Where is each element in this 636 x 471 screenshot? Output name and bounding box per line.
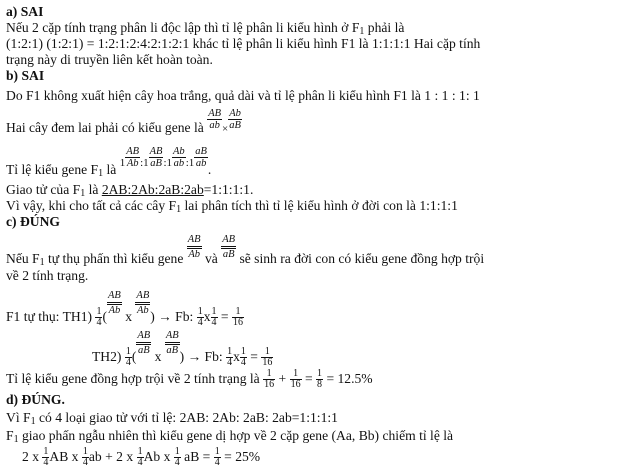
a-line-2: (1:2:1) (1:2:1) = 1:2:1:2:4:2:1:2:1 khác tỉ lệ phân li kiểu hình F1 là 1:1:1:1 Hai cặp tính (6, 36, 481, 51)
genotype-fraction: $\frac{AB}{Ab}$ (107, 290, 121, 316)
genotype-fraction: $\frac{AB}{Ab}$ (136, 290, 150, 316)
b-line-5: Vì vậy, khi cho tất cả các cây F1 lai phân tích thì tỉ lệ kiểu hình ở đời con là 1:1:1:1 (6, 198, 458, 215)
b-line-1: Do F1 không xuất hiện cây hoa trắng, quả dài và tỉ lệ phân li kiểu hình F1 là 1 : 1 : 1: 1 (6, 88, 480, 103)
genotype-fraction: $\frac{AB}{aB}$ (137, 330, 151, 356)
heading-c: c) ĐÚNG (6, 214, 60, 229)
c-line-2: về 2 tính trạng. (6, 268, 89, 283)
c-th2: TH2) $\frac{1}{4}$ ( $\frac{AB}{aB}$ x $\frac{AB}{aB}$ ) → Fb: $\frac{1}{4}$ x $\frac{1}{4}$ = $\frac{1}{16}$ (92, 330, 273, 369)
fraction: $\frac{1}{4}$ (125, 346, 131, 369)
a-line-1: Nếu 2 cặp tính trạng phân li độc lập thì tỉ lệ phân li kiểu hình ở F1 phải là (6, 20, 405, 37)
d-line-2: F1 giao phấn ngẫu nhiên thì kiểu gene dị hợp về 2 cặp gene (Aa, Bb) chiếm tỉ lệ là (6, 428, 454, 445)
genotype-fraction: $\frac{AB}{aB}$ (222, 234, 236, 260)
genotype-fraction: $\frac{Ab}{ab}$ (173, 146, 185, 169)
c-sum: Tỉ lệ kiểu gene đồng hợp trội về 2 tính trạng là $\frac{1}{16}$ + $\frac{1}{16}$ = $\frac{1}{8}$ = 12.5% (6, 368, 373, 391)
heading-a: a) SAI (6, 4, 44, 19)
b-line-3: Tỉ lệ kiểu gene F1 là $^1$ $\frac{AB}{Ab}$ $^{:1}$ $\frac{AB}{aB}$ $^{:1}$ $\frac{Ab}{ab}$ $^{:1}$ $\frac{aB}{ab}$ . (6, 146, 212, 179)
heading-b: b) SAI (6, 68, 45, 83)
genotype-fraction: $\frac{AB}{aB}$ (149, 146, 163, 169)
b-line-2: Hai cây đem lai phải có kiểu gene là $\frac{AB}{ab}$ × $\frac{Ab}{aB}$ (6, 108, 241, 135)
genotype-fraction: $\frac{AB}{ab}$ (208, 108, 222, 131)
a-line-3: trạng này di truyền liên kết hoàn toàn. (6, 52, 213, 67)
fraction: $\frac{1}{4}$ (96, 306, 102, 329)
c-th1: F1 tự thụ: TH1) $\frac{1}{4}$ ( $\frac{AB}{Ab}$ x $\frac{AB}{Ab}$ ) → Fb: $\frac{1}{4}$ x $\frac{1}{4}$ = $\frac{1}{16}$ (6, 290, 243, 329)
genotype-fraction: $\frac{AB}{aB}$ (165, 330, 179, 356)
b-line-4: Giao tử của F1 là 2AB:2Ab:2aB:2ab=1:1:1:1. (6, 182, 254, 199)
genotype-fraction: $\frac{Ab}{aB}$ (229, 108, 241, 131)
c-line-1: Nếu F1 tự thụ phấn thì kiểu gene $\frac{AB}{Ab}$ và $\frac{AB}{aB}$ sẽ sinh ra đời con có kiểu gene đồng hợp trội (6, 234, 485, 268)
genotype-fraction: $\frac{AB}{Ab}$ (126, 146, 140, 169)
heading-d: d) ĐÚNG. (6, 392, 65, 407)
d-expression: 2 x $\frac{1}{4}$ AB x $\frac{1}{4}$ ab + 2 x $\frac{1}{4}$ Ab x $\frac{1}{4}$ aB = $\frac{1}{4}$ = 25% (22, 446, 261, 469)
genotype-fraction: $\frac{aB}{ab}$ (195, 146, 207, 169)
d-line-1: Vì F1 có 4 loại giao tử với tỉ lệ: 2AB: 2Ab: 2aB: 2ab=1:1:1:1 (6, 410, 338, 427)
genotype-fraction: $\frac{AB}{Ab}$ (187, 234, 201, 260)
